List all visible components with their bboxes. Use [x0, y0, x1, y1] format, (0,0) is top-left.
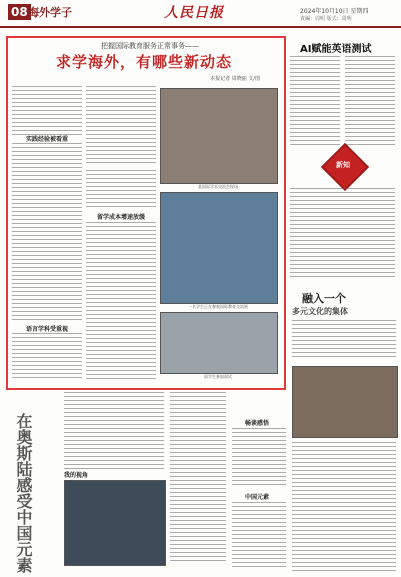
editor-line: 責編：周明 版式：周明 — [300, 16, 352, 22]
subhead-1: 实践经验被看重 — [25, 136, 68, 143]
photo-exhibition — [160, 88, 278, 184]
tag-label: 新知 — [336, 161, 350, 169]
photo-caption-1: 某国际学术交流会现场 — [198, 184, 238, 189]
issue-date: 2024年10月10日 星期四 — [300, 8, 369, 15]
bottom-mid-text-col2 — [232, 428, 286, 488]
right-text-block — [292, 320, 396, 360]
article-body-col2c — [86, 222, 156, 382]
right-text-col1 — [290, 56, 340, 146]
right-text-bottom — [292, 442, 396, 572]
article-body-col1b — [12, 333, 82, 381]
right-article-title: AI赋能英语测试 — [300, 44, 372, 55]
photo-fair — [160, 192, 278, 304]
article-intro-text — [12, 86, 82, 136]
article-kicker: 把握国际教育服务正常事务—— — [101, 42, 199, 50]
bottom-left-subhead: 我的视角 — [64, 472, 89, 479]
photo-caption-2: 一名学生正在参观国际教育交流展 — [188, 304, 248, 309]
article-body-col2b — [86, 170, 156, 210]
photo-caption-3: 留学生参加面试 — [204, 374, 232, 379]
photo-group — [292, 366, 398, 438]
article-headline[interactable]: 求学海外，有哪些新动态 — [55, 53, 232, 71]
page-number: 08 — [8, 4, 31, 20]
right-big-title: 融入一个 — [302, 292, 346, 305]
article-body-col2 — [86, 86, 156, 166]
vertical-title: 在奥斯陆感受中国元素 — [14, 413, 33, 573]
subhead-3: 语言学科受重视 — [25, 326, 68, 333]
bottom-left-text — [64, 392, 164, 470]
article-body-col1 — [12, 143, 82, 323]
right-text-col2 — [345, 56, 395, 146]
section-title: 海外学子 — [28, 6, 72, 19]
bottom-mid-subhead-2: 中国元素 — [244, 494, 269, 501]
right-big-subtitle: 多元文化的集体 — [292, 306, 348, 316]
masthead-logo: 人民日报 — [164, 5, 224, 21]
article-byline: 本报记者 周晓丽 文/图 — [210, 76, 260, 82]
right-text-lower — [290, 188, 395, 278]
photo-portrait — [64, 480, 166, 566]
bottom-mid-text-col3 — [232, 502, 286, 568]
subhead-2: 留学成本增速放缓 — [96, 214, 145, 221]
bottom-mid-text-col1 — [170, 392, 226, 562]
photo-interview — [160, 312, 278, 374]
bottom-mid-subhead-1: 畅谈感悟 — [244, 420, 269, 427]
